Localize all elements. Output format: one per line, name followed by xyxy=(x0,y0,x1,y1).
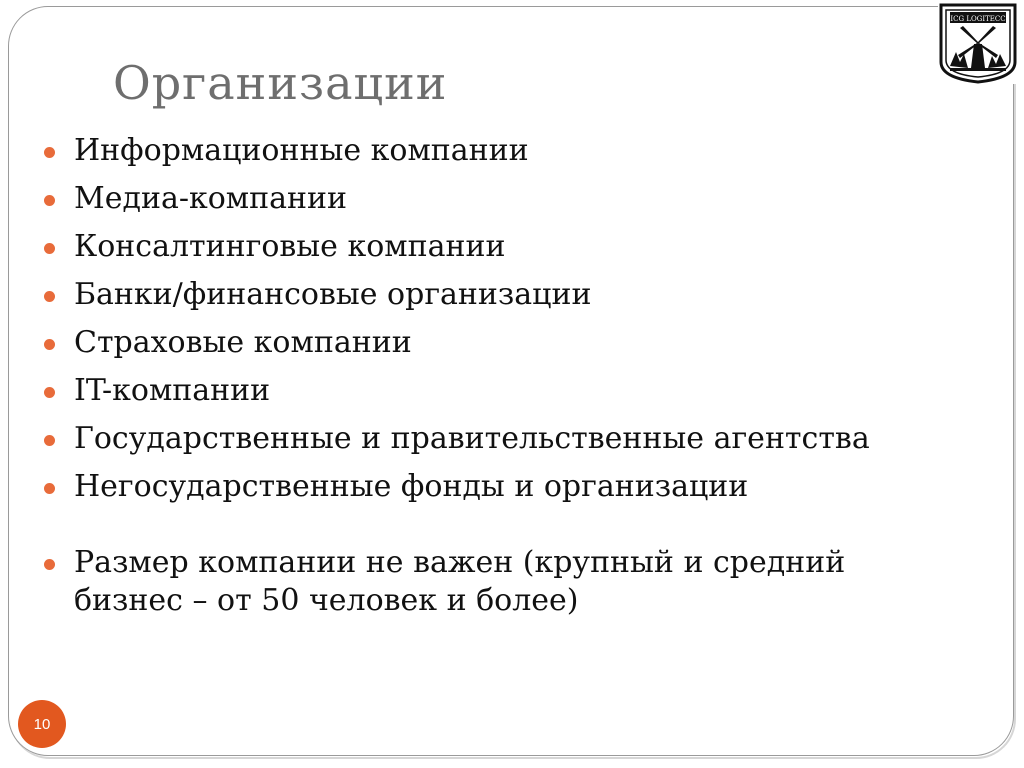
list-item: Информационные компании xyxy=(44,132,924,170)
list-item: IT-компании xyxy=(44,372,924,410)
bullet-icon xyxy=(44,195,55,206)
bullet-icon xyxy=(44,387,55,398)
list-item: Банки/финансовые организации xyxy=(44,276,924,314)
list-item: Страховые компании xyxy=(44,324,924,362)
windmill-shield-icon xyxy=(938,2,1018,84)
bullet-icon xyxy=(44,243,55,254)
bullet-icon xyxy=(44,483,55,494)
bullet-icon xyxy=(44,435,55,446)
bullet-icon xyxy=(44,291,55,302)
bullet-icon xyxy=(44,147,55,158)
bullet-list xyxy=(44,132,924,630)
list-item: Государственные и правительственные агентства xyxy=(44,420,924,458)
bullet-icon xyxy=(44,559,55,570)
page-number-badge: 10 xyxy=(18,700,66,748)
list-item: Негосударственные фонды и организации xyxy=(44,468,924,506)
list-item-note: Размер компании не важен (крупный и средний бизнес – от 50 человек и более) xyxy=(44,544,924,620)
svg-text:ICG LOGITECC: ICG LOGITECC xyxy=(950,15,1006,23)
bullet-icon xyxy=(44,339,55,350)
company-logo xyxy=(938,2,1018,84)
slide-title: Организации xyxy=(113,56,448,110)
list-item: Консалтинговые компании xyxy=(44,228,924,266)
list-item: Медиа-компании xyxy=(44,180,924,218)
